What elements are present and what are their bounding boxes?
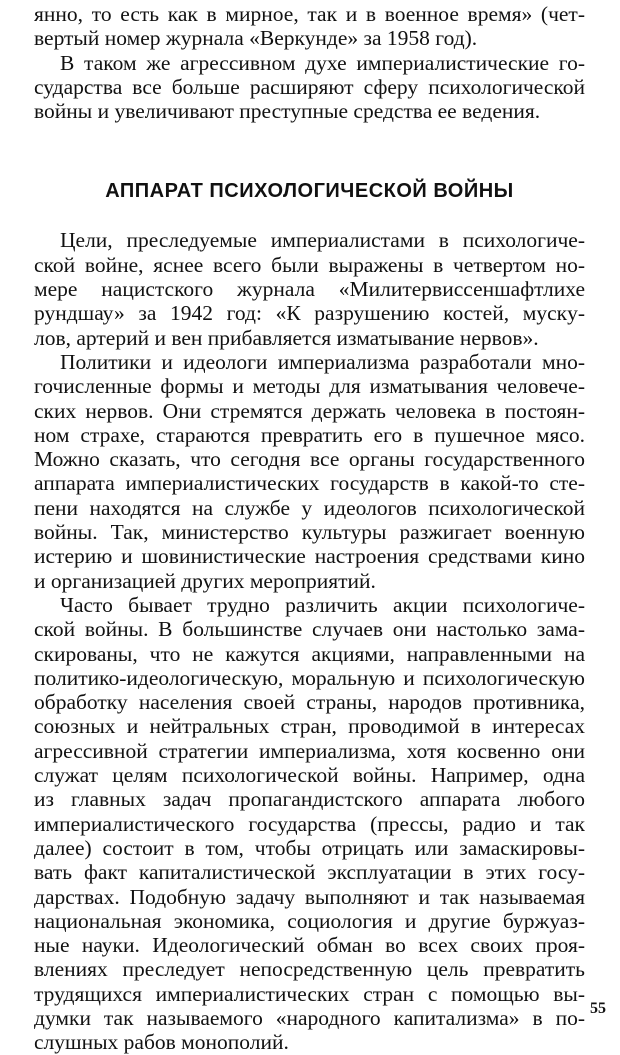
paragraph-intro [34,2,585,51]
text-line: вертый номер журнала «Веркунде» за 1958 год). [34,26,478,51]
text-line: ской войне, яснее всего были выражены в четвертом но- [34,252,585,277]
text-line: ских нервов. Они стремятся держать человека в постоян- [34,398,585,423]
text-line: национальная экономика, социология и другие буржуаз- [34,908,585,933]
text-line: скированы, что не кажутся акциями, направленными на [34,641,585,666]
text-line: Можно сказать, что сегодня все органы государственного [34,447,585,472]
text-line: трудящихся империалистических стран с помощью вы- [34,981,585,1006]
text-line: вать факт капиталистической эксплуатации в этих госу- [34,860,585,885]
paragraph-4 [34,593,585,1055]
text-line: истерию и шовинистические настроения средствами кино [34,544,585,569]
text-line: и организацией других мероприятий. [34,568,376,593]
text-line: аппарата империалистических государств в какой-то сте- [34,471,585,496]
text-line: влениях преследует непосредственную цель превратить [34,957,585,982]
text-line: агрессивной стратегии империализма, хотя косвенно они [34,738,585,763]
text-line: ные науки. Идеологический обман во всех своих проя- [34,933,585,958]
text-line: Часто бывает трудно различить акции психологиче- [60,592,585,617]
text-line: обработку населения своей страны, народов противника, [34,690,585,715]
text-line: далее) состоит в том, чтобы отрицать или замаскировы- [34,835,585,860]
text-line: служат целям психологической войны. Например, одна [34,763,585,788]
paragraph-2 [34,228,585,349]
page-number: 55 [590,1000,606,1017]
text-line: империалистического государства (прессы, радио и так [34,811,585,836]
text-line: Цели, преследуемые империалистами в психологиче- [60,228,585,253]
text-line: ном страхе, стараются превратить его в пушечное мясо. [34,422,585,447]
section-heading: АППАРАТ ПСИХОЛОГИЧЕСКОЙ ВОЙНЫ [105,180,514,203]
text-line: рундшау» за 1942 год: «К разрушению костей, мускy- [34,301,585,326]
text-line: из главных задач пропагандистского аппарата любого [34,787,585,812]
text-line: Политики и идеологи империализма разработали мно- [60,349,585,374]
page-body [34,2,585,1055]
text-line: лов, артерий и вен прибавляется изматывание нервов». [34,325,539,350]
text-line: гочисленные формы и методы для изматывания человече- [34,374,585,399]
text-line: янно, то есть как в мирное, так и в военное время» (чет- [34,2,585,26]
text-line: сударства все больше расширяют сферу психологической [34,74,585,99]
text-line: слушных рабов монополий. [34,1030,289,1055]
text-line: мере нацистского журнала «Милитервиссеншафтлихе [34,277,585,302]
paragraph-3 [34,350,585,593]
text-line: пени находятся на службе у идеологов психологической [34,495,585,520]
text-line: думки так называемого «народного капитализма» в по- [34,1005,585,1030]
text-line: союзных и нейтральных стран, проводимой в интересах [34,714,585,739]
text-line: В таком же агрессивном духе империалистические го- [60,50,585,75]
text-line: войны. Так, министерство культуры разжигает военную [34,520,585,545]
text-line: ской войны. В большинстве случаев они настолько зама- [34,617,585,642]
paragraph-1 [34,51,585,124]
text-line: политико-идеологическую, моральную и психологическую [34,665,585,690]
text-line: войны и увеличивают преступные средства ее ведения. [34,99,541,124]
text-line: дарствах. Подобную задачу выполняют и так называемая [34,884,585,909]
